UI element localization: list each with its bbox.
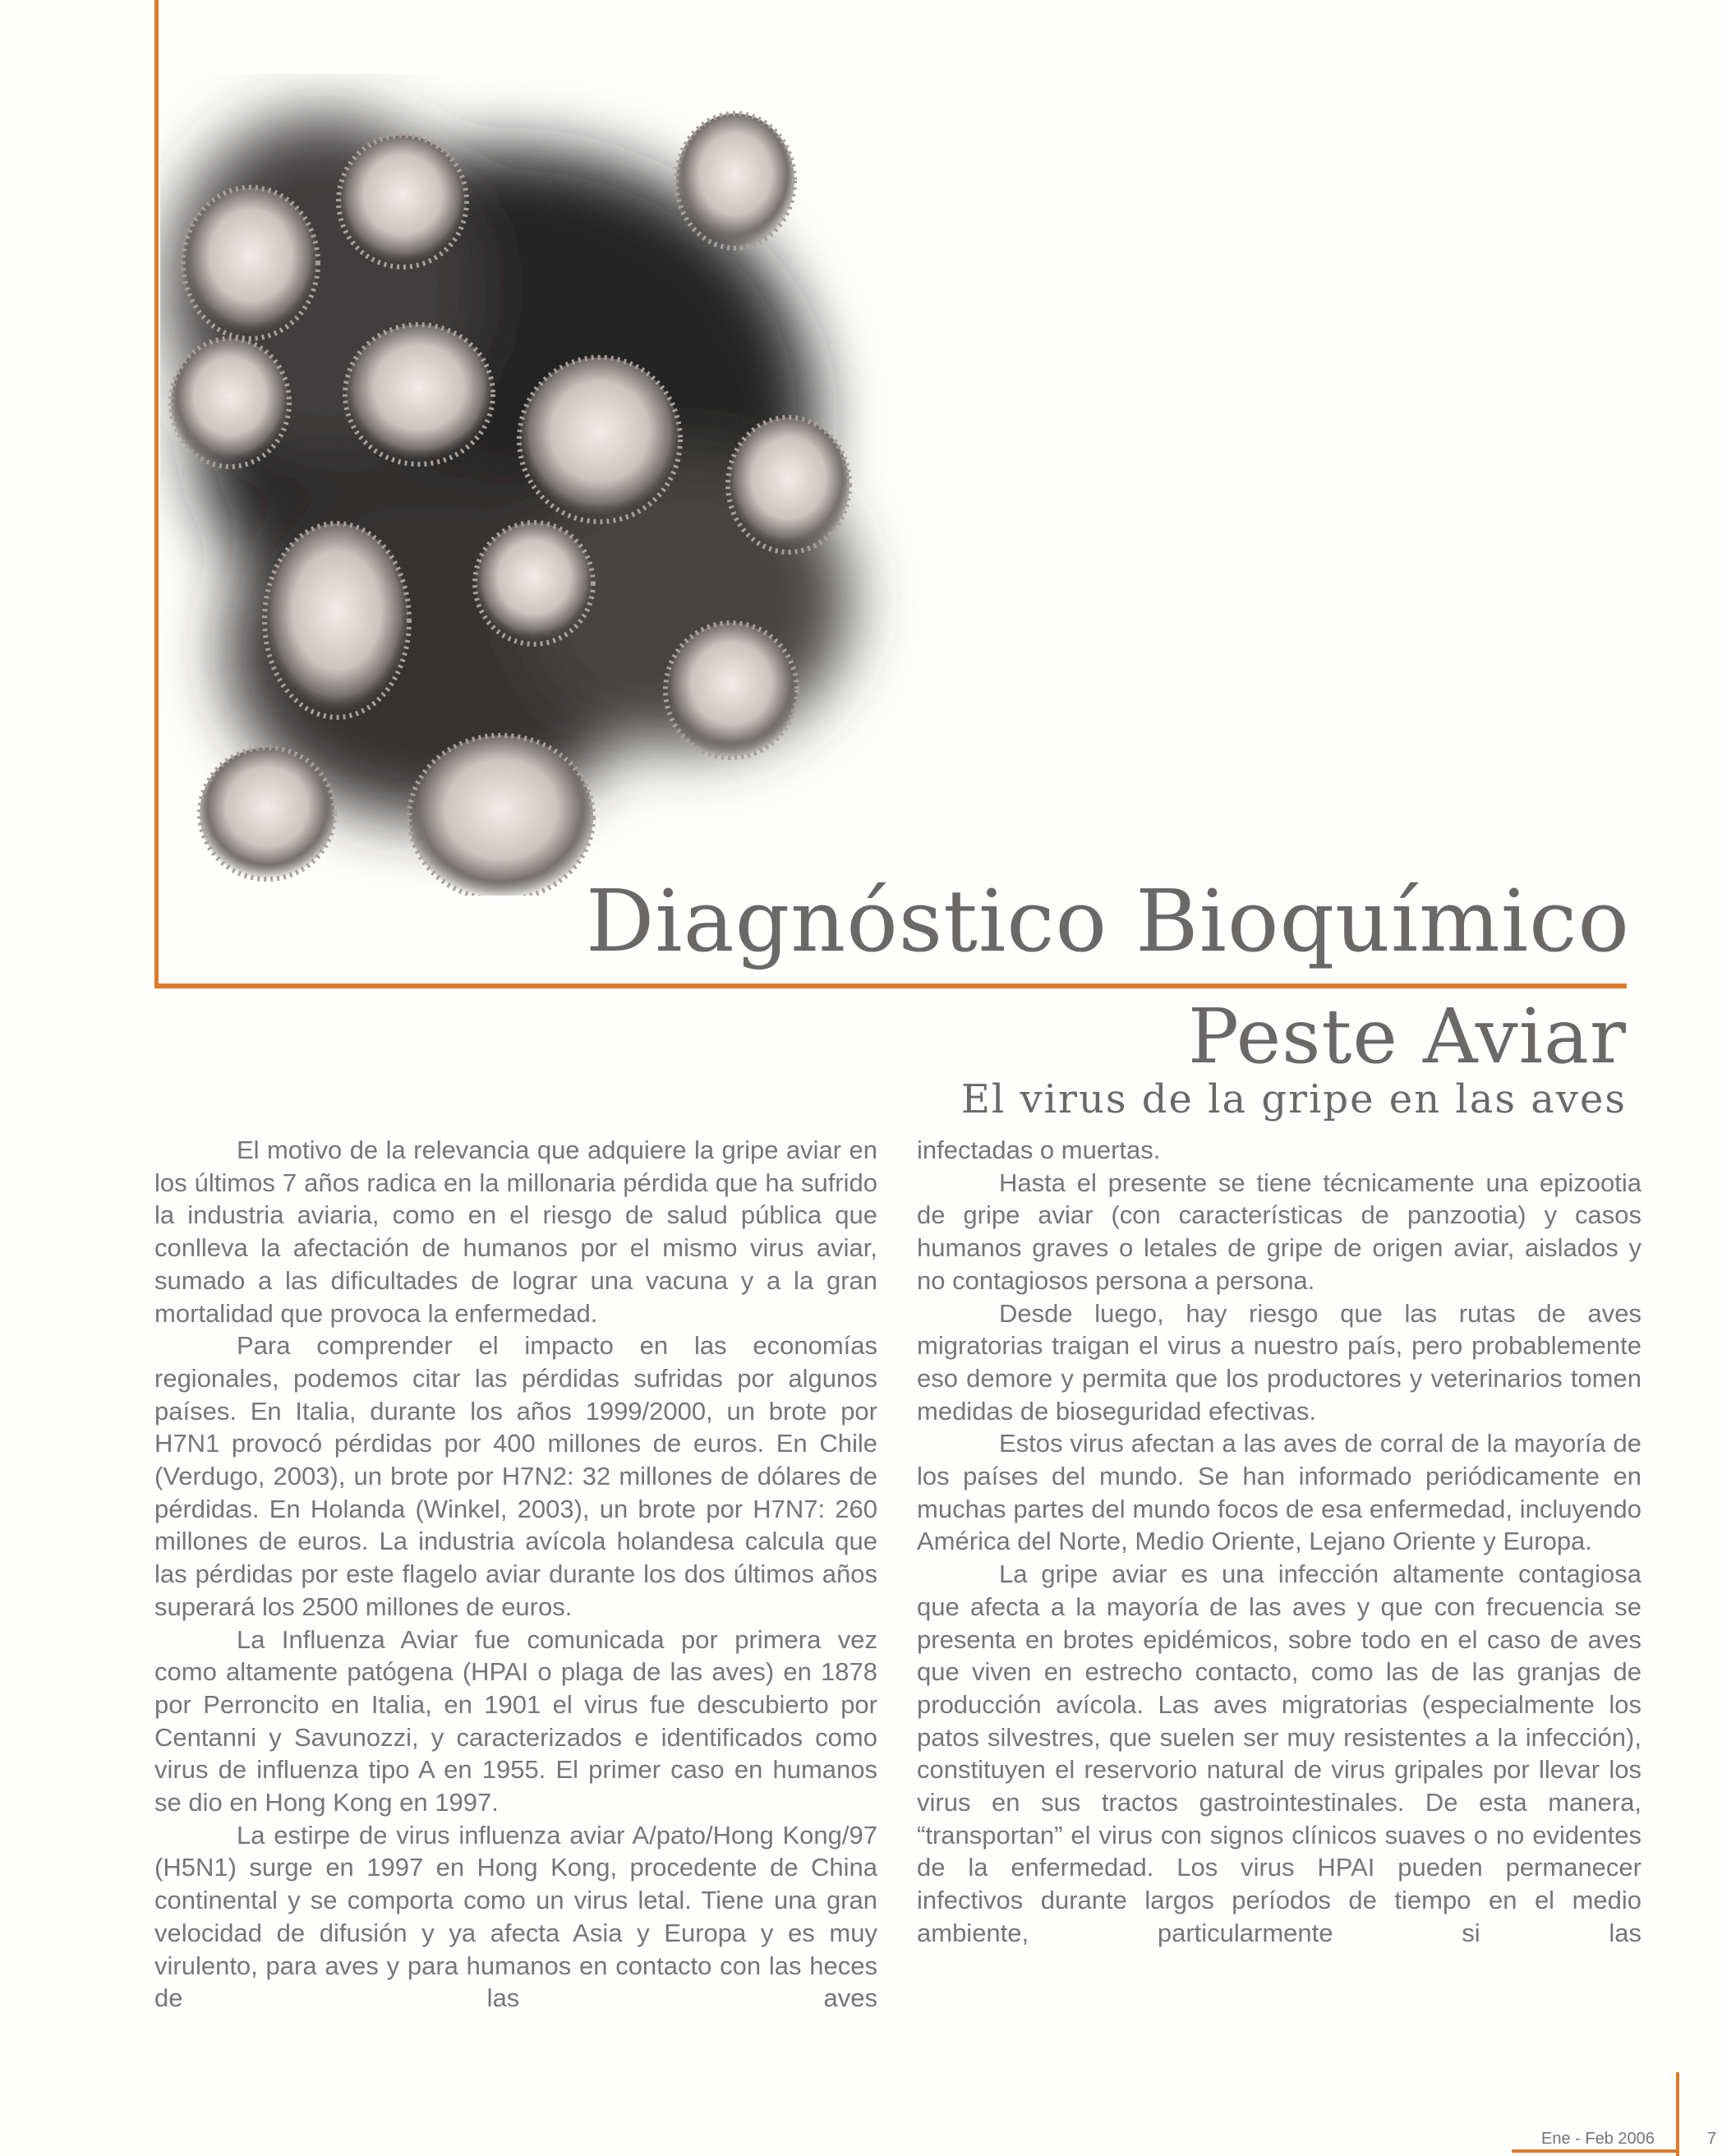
article-subtitle: Peste Aviar [1187, 993, 1627, 1080]
virus-micrograph-image [160, 74, 932, 896]
article-title: Diagnóstico Bioquímico [585, 871, 1630, 971]
paragraph-continuation: infectadas o muertas. [917, 1136, 1161, 1164]
right-text-column [917, 1134, 1641, 1950]
paragraph: Desde luego, hay riesgo que las rutas de aves migratorias traigan el virus a nuestro país, pero probablemente eso demore y permita que los productores y veterinarios tomen medidas de bioseguridad efectivas. [917, 1298, 1641, 1426]
page-number: 7 [1707, 2130, 1717, 2148]
paragraph: La gripe aviar es una infección altamente contagiosa que afecta a la mayoría de las aves y que con frecuencia se presenta en brotes epidémicos, sobre todo en el caso de aves que viven en estrecho contacto, como las de las granjas de producción avícola. Las aves migratorias (especialmente los patos silvestres, que suelen ser muy resistentes a la infección), constituyen el reservorio natural de virus gripales por llevar los virus en sus tractos gastrointestinales. De esta manera, “transportan” el virus con signos clínicos suaves o no evidentes de la enfermedad. Los virus HPAI pueden permanecer infectivos durante largos períodos de tiempo en el medio ambiente, particularmente si las [917, 1559, 1641, 1947]
left-text-column [154, 1134, 877, 2015]
paragraph: La Influenza Aviar fue comunicada por primera vez como altamente patógena (HPAI o plaga de las aves) en 1878 por Perroncito en Italia, en 1901 el virus fue descubierto por Centanni y Savunozzi, y caracterizados e identificados como virus de influenza tipo A en 1955. El primer caso en humanos se dio en Hong Kong en 1997. [154, 1624, 877, 1817]
orange-frame-horizontal [154, 984, 1627, 988]
paragraph: Hasta el presente se tiene técnicamente una epizootia de gripe aviar (con características de panzootia) y casos humanos graves o letales de gripe de origen aviar, aislados y no contagiosos persona a persona. [917, 1168, 1641, 1295]
orange-frame-vertical [154, 0, 159, 988]
paragraph: Para comprender el impacto en las economías regionales, podemos citar las pérdidas sufridas por algunos países. En Italia, durante los años 1999/2000, un brote por H7N1 provocó pérdidas por 400 millones de euros. En Chile (Verdugo, 2003), un brote por H7N2: 32 millones de dólares de pérdidas. En Holanda (Winkel, 2003), un brote por H7N7: 260 millones de euros. La industria avícola holandesa calcula que las pérdidas por este flagelo aviar durante los dos últimos años superará los 2500 millones de euros. [154, 1331, 877, 1621]
paragraph: Estos virus afectan a las aves de corral de la mayoría de los países del mundo. Se han informado periódicamente en muchas partes del mundo focos de esa enfermedad, incluyendo América del Norte, Medio Oriente, Lejano Oriente y Europa. [917, 1429, 1641, 1556]
paragraph: El motivo de la relevancia que adquiere la gripe aviar en los últimos 7 años radica en la millonaria pérdida que ha sufrido la industria aviaria, como en el riesgo de salud pública que conlleva la afectación de humanos por el mismo virus aviar, sumado a las dificultades de lograr una vacuna y a la gran mortalidad que provoca la enfermedad. [154, 1136, 877, 1328]
footer-divider-vertical [1676, 2072, 1679, 2156]
issue-date: Ene - Feb 2006 [1541, 2130, 1655, 2148]
article-tagline: El virus de la gripe en las aves [960, 1076, 1627, 1122]
footer-divider [1512, 2149, 1679, 2153]
paragraph: La estirpe de virus influenza aviar A/pato/Hong Kong/97 (H5N1) surge en 1997 en Hong Kong, procedente de China continental y se comporta como un virus letal. Tiene una gran velocidad de difusión y ya afecta Asia y Europa y es muy virulento, para aves y para humanos en contacto con las heces de las aves [154, 1820, 877, 2013]
